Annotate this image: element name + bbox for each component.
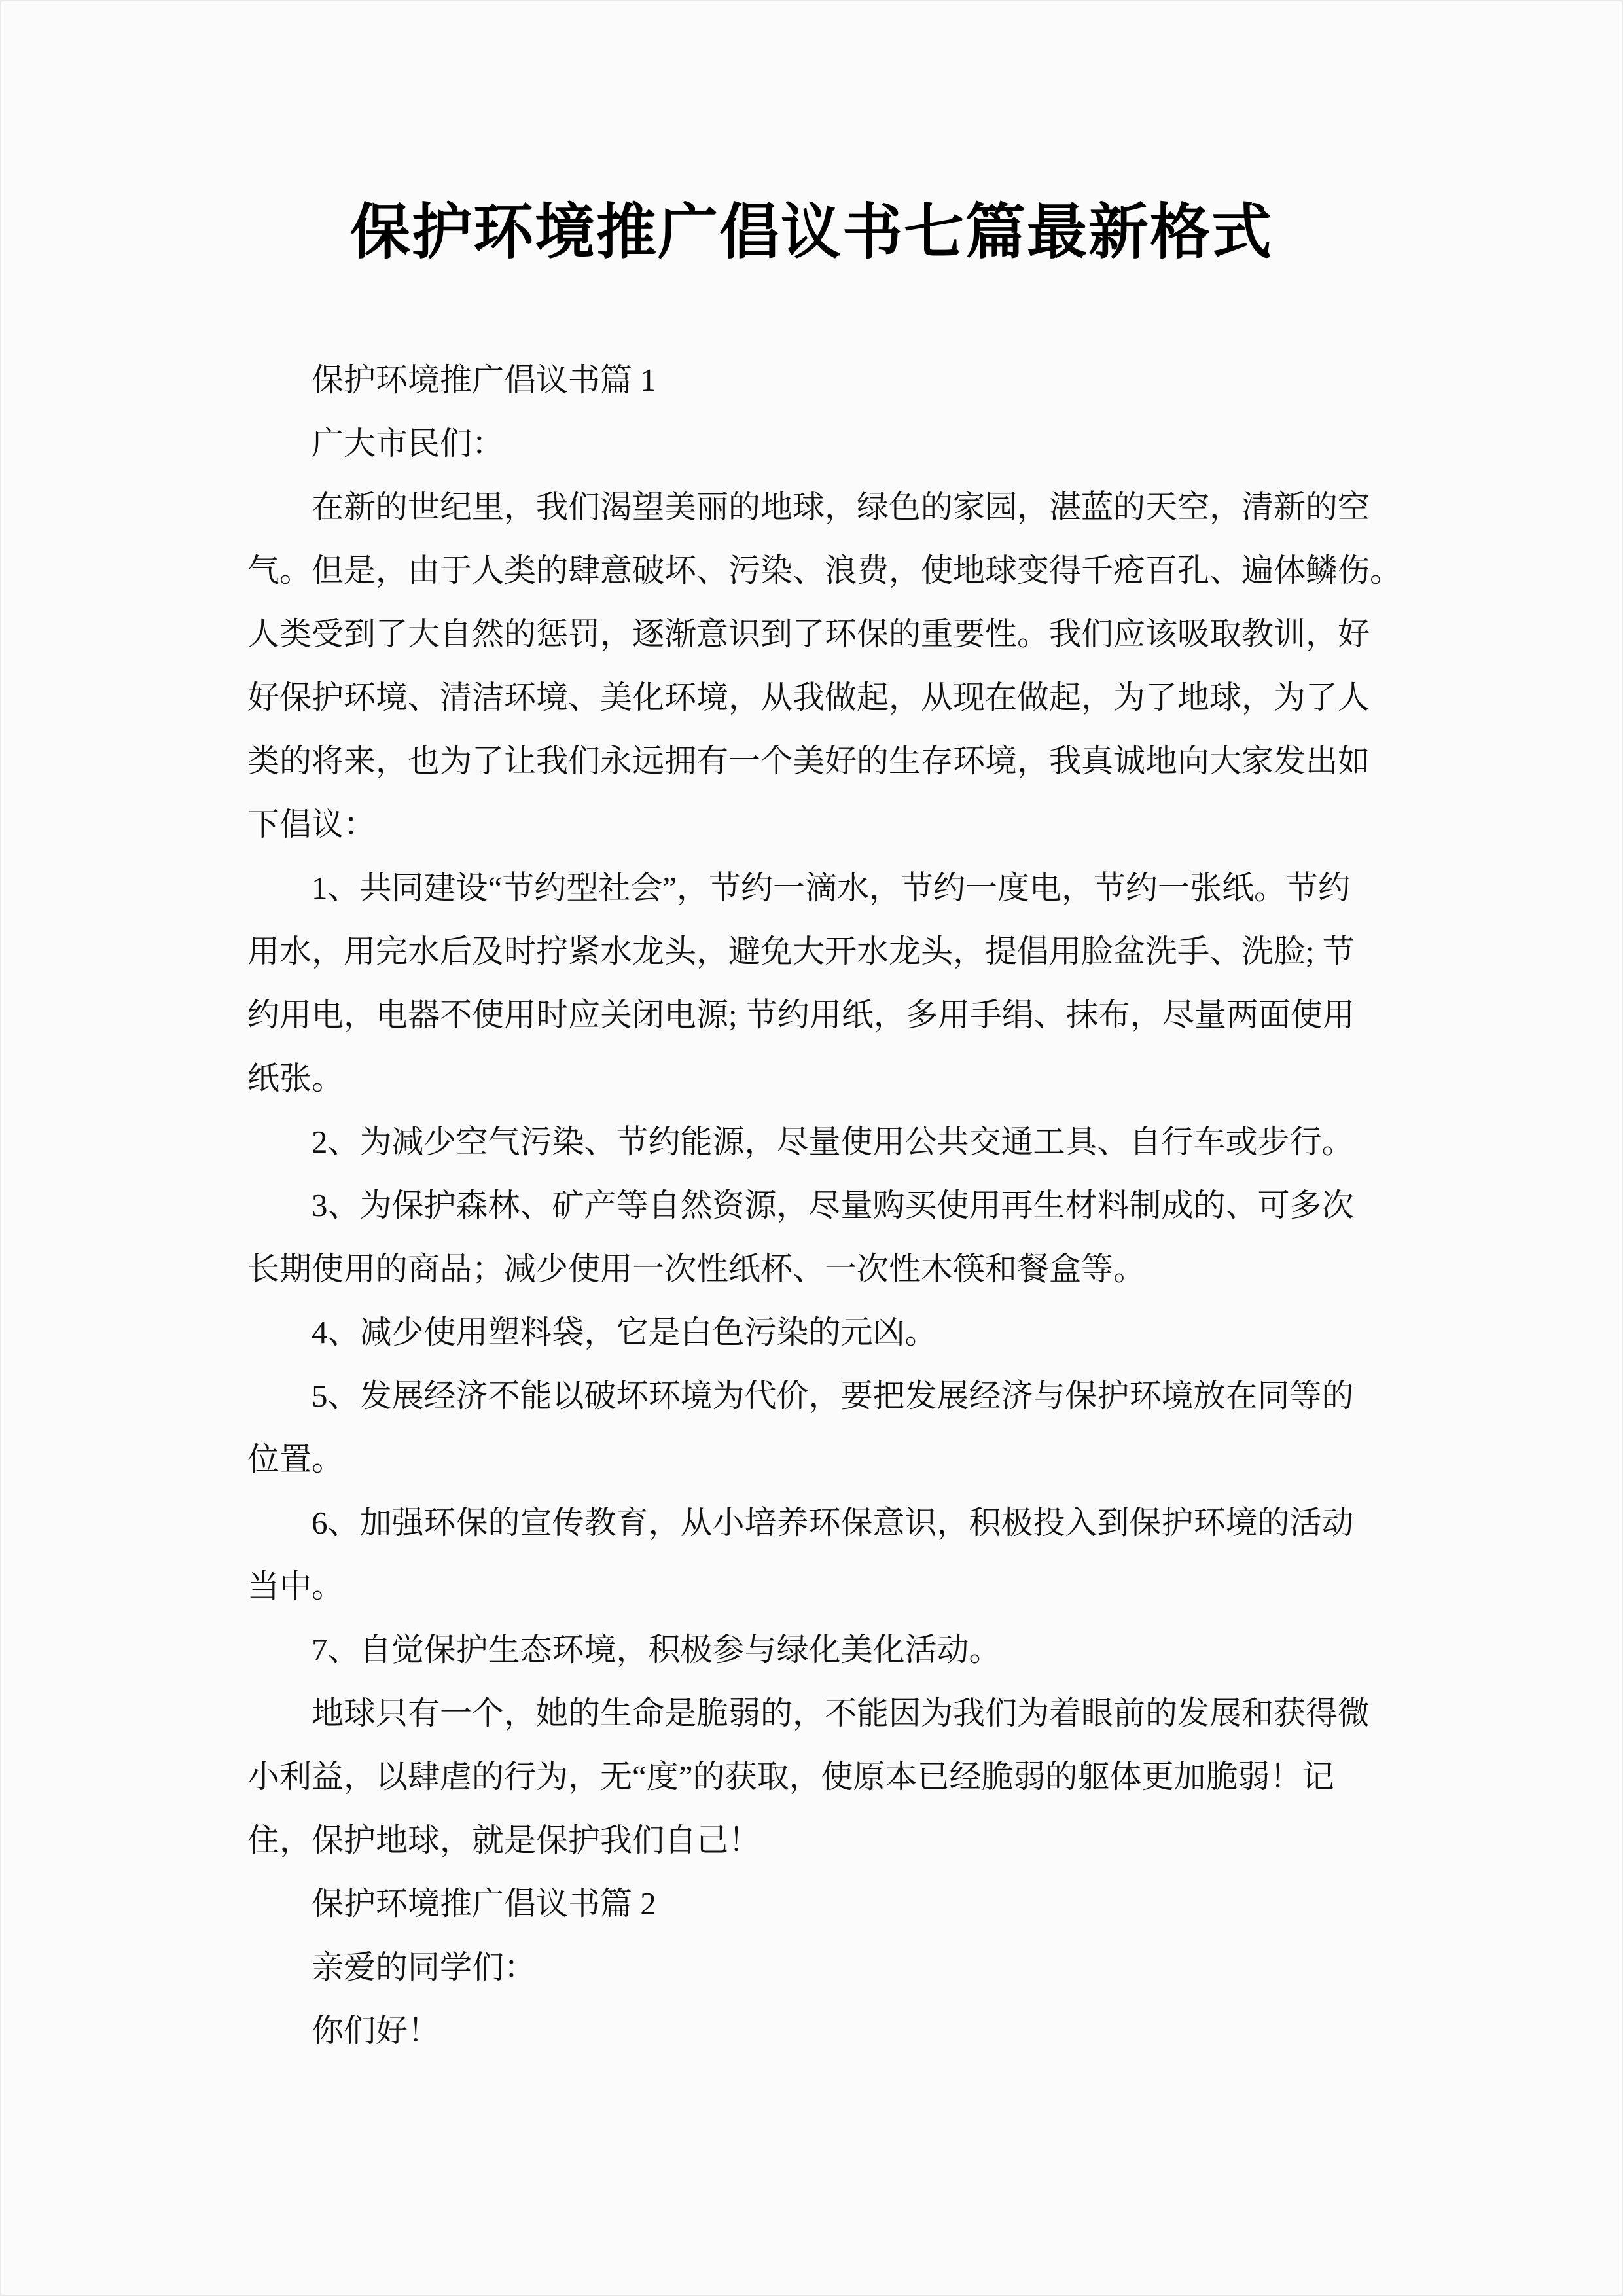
text-line: 长期使用的商品；减少使用一次性纸杯、一次性木筷和餐盒等。	[247, 1251, 1146, 1287]
text-line: 好保护环境、清洁环境、美化环境，从我做起，从现在做起，为了地球，为了人	[247, 679, 1370, 715]
text-line: 纸张。	[247, 1060, 344, 1096]
text-line: 你们好！	[312, 2013, 440, 2049]
text-line: 5、发展经济不能以破坏环境为代价，要把发展经济与保护环境放在同等的	[312, 1378, 1354, 1414]
text-line: 1、共同建设“节约型社会”，节约一滴水，节约一度电，节约一张纸。节约	[312, 870, 1350, 906]
text-line: 7、自觉保护生态环境，积极参与绿化美化活动。	[312, 1632, 1001, 1668]
text-line: 保护环境推广倡议书篇 2	[312, 1886, 656, 1922]
text-line: 广大市民们：	[312, 425, 505, 461]
text-line: 当中。	[247, 1568, 344, 1604]
text-line: 用水，用完水后及时拧紧水龙头，避免大开水龙头，提倡用脸盆洗手、洗脸; 节	[247, 933, 1355, 969]
text-line: 下倡议：	[247, 806, 376, 842]
document-title: 保护环境推广倡议书七篇最新格式	[349, 199, 1273, 266]
text-line: 类的将来，也为了让我们永远拥有一个美好的生存环境，我真诚地向大家发出如	[247, 743, 1370, 779]
text-line: 小利益，以肆虐的行为，无“度”的获取，使原本已经脆弱的躯体更加脆弱！记	[247, 1759, 1334, 1795]
text-line: 亲爱的同学们：	[312, 1949, 537, 1985]
text-line: 4、减少使用塑料袋，它是白色污染的元凶。	[312, 1314, 937, 1350]
text-line: 6、加强环保的宣传教育，从小培养环保意识，积极投入到保护环境的活动	[312, 1505, 1354, 1541]
text-line: 约用电，电器不使用时应关闭电源; 节约用纸，多用手绢、抹布，尽量两面使用	[247, 997, 1355, 1033]
text-line: 保护环境推广倡议书篇 1	[312, 362, 656, 398]
text-line: 地球只有一个，她的生命是脆弱的，不能因为我们为着眼前的发展和获得微	[312, 1695, 1370, 1731]
text-line: 位置。	[247, 1441, 344, 1477]
document-body	[247, 348, 1425, 2062]
text-line: 住，保护地球，就是保护我们自己！	[247, 1822, 761, 1858]
text-line: 3、为保护森林、矿产等自然资源，尽量购买使用再生材料制成的、可多次	[312, 1187, 1354, 1223]
text-line: 2、为减少空气污染、节约能源，尽量使用公共交通工具、自行车或步行。	[312, 1124, 1354, 1160]
text-line: 气。但是，由于人类的肆意破坏、污染、浪费，使地球变得千疮百孔、遍体鳞伤。	[247, 552, 1402, 588]
text-line: 在新的世纪里，我们渴望美丽的地球，绿色的家园，湛蓝的天空，清新的空	[312, 489, 1370, 525]
text-line: 人类受到了大自然的惩罚，逐渐意识到了环保的重要性。我们应该吸取教训，好	[247, 616, 1370, 652]
